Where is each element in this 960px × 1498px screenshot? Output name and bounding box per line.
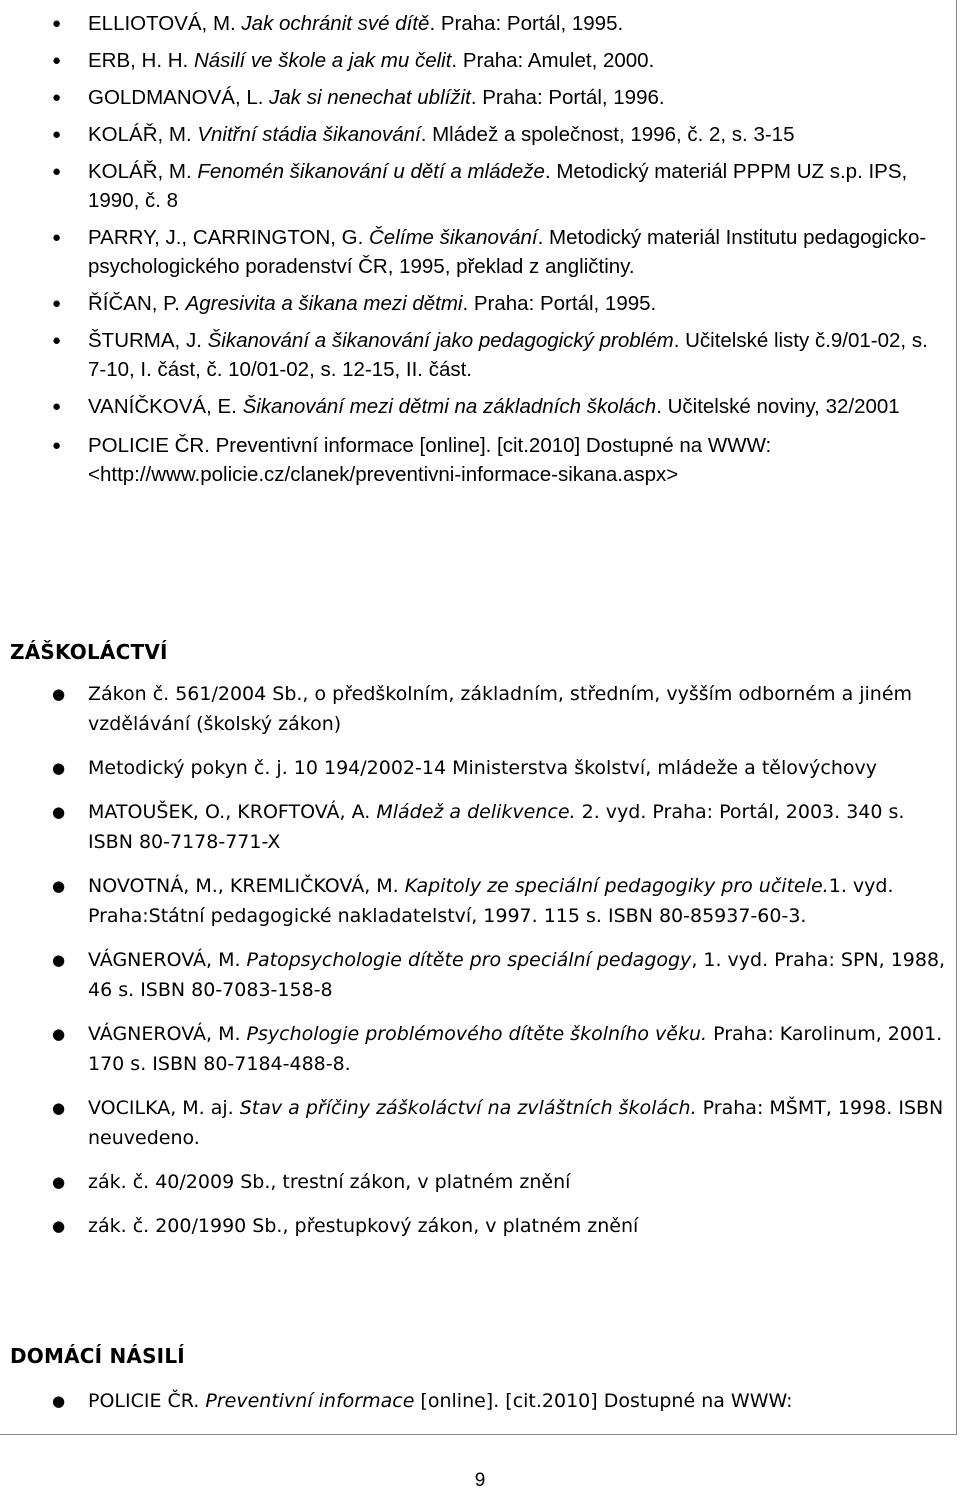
bullet-icon: ●: [52, 759, 66, 777]
references-list-bullying: [52, 9, 950, 489]
bullet-icon: ●: [52, 15, 62, 32]
reference-item: [52, 1167, 950, 1197]
reference-details: Praha: Karolinum, 2001. 170 s. ISBN 80-7184-488-8.: [88, 1023, 943, 1075]
reference-details: . Učitelské noviny, 32/2001: [656, 395, 900, 418]
reference-details: . Mládež a společnost, 1996, č. 2, s. 3-15: [420, 123, 795, 146]
reference-title: Vnitřní stádia šikanování: [197, 123, 421, 146]
reference-text: POLICIE ČR. Preventivní informace [online]. [cit.2010] Dostupné na WWW:<http://www.policie.cz/clanek/preventivni-informace-sikana.aspx>: [88, 434, 772, 486]
bullet-icon: ●: [52, 52, 62, 69]
reference-text: MATOUŠEK, O., KROFTOVÁ, A.: [88, 801, 377, 823]
page-number: 9: [474, 1470, 486, 1491]
reference-text: ŘÍČAN, P.: [88, 292, 186, 315]
reference-text: ERB, H. H.: [88, 49, 194, 72]
reference-item: [52, 871, 950, 931]
heading-domestic-violence: DOMÁCÍ NÁSILÍ: [10, 1344, 185, 1368]
bullet-icon: ●: [52, 398, 62, 415]
reference-title: Šikanování a šikanování jako pedagogický problém: [207, 329, 674, 352]
reference-details: [online]. [cit.2010] Dostupné na WWW:: [414, 1390, 793, 1412]
reference-item: [52, 392, 950, 421]
bullet-icon: ●: [52, 951, 66, 969]
bullet-icon: ●: [52, 1099, 66, 1117]
reference-title: Agresivita a šikana mezi dětmi: [185, 292, 463, 315]
bullet-icon: ●: [52, 295, 62, 312]
reference-details: . Praha: Amulet, 2000.: [451, 49, 655, 72]
reference-item: [52, 289, 950, 318]
reference-item: [52, 753, 950, 783]
reference-title: Preventivní informace: [205, 1390, 415, 1412]
reference-title: Fenomén šikanování u dětí a mládeže: [197, 160, 545, 183]
bullet-icon: ●: [52, 1025, 66, 1043]
reference-title: Stav a příčiny záškoláctví na zvláštních školách.: [239, 1097, 697, 1119]
bullet-icon: ●: [52, 229, 62, 246]
reference-item: [52, 1386, 950, 1416]
reference-item: [52, 83, 950, 112]
reference-title: Jak si nenechat ublížit: [269, 86, 471, 109]
reference-item: [52, 1093, 950, 1153]
reference-item: [52, 1211, 950, 1241]
reference-item: [52, 326, 950, 384]
bullet-icon: ●: [52, 163, 62, 180]
reference-text: PARRY, J., CARRINGTON, G.: [88, 226, 369, 249]
bullet-icon: ●: [52, 126, 62, 143]
reference-title: Psychologie problémového dítěte školního věku.: [246, 1023, 708, 1045]
bullet-icon: ●: [52, 1173, 66, 1191]
reference-item: [52, 797, 950, 857]
references-list-truancy: [52, 679, 950, 1241]
reference-details: 2. vyd. Praha: Portál, 2003. 340 s. ISBN 80-7178-771-X: [88, 801, 905, 853]
reference-text: GOLDMANOVÁ, L.: [88, 86, 270, 109]
reference-text: POLICIE ČR.: [88, 1390, 206, 1412]
reference-title: Čelíme šikanování: [368, 226, 538, 249]
reference-text: VÁGNEROVÁ, M.: [88, 949, 247, 971]
reference-text: Zákon č. 561/2004 Sb., o předškolním, základním, středním, vyšším odborném a jiném vzdělávání (školský zákon): [88, 683, 913, 735]
references-list-domestic-violence: [52, 1386, 950, 1416]
reference-text: VANÍČKOVÁ, E.: [88, 395, 243, 418]
heading-truancy: ZÁŠKOLÁCTVÍ: [10, 640, 168, 664]
reference-item: [52, 223, 950, 281]
bullet-icon: ●: [52, 1392, 66, 1410]
reference-item: [52, 157, 950, 215]
reference-title: Mládež a delikvence.: [376, 801, 576, 823]
reference-text: VÁGNEROVÁ, M.: [88, 1023, 247, 1045]
reference-title: Kapitoly ze speciální pedagogiky pro učitele.: [404, 875, 829, 897]
reference-item: [52, 46, 950, 75]
reference-text: KOLÁŘ, M.: [88, 123, 198, 146]
reference-text: zák. č. 200/1990 Sb., přestupkový zákon, v platném znění: [88, 1215, 639, 1237]
reference-text: ŠTURMA, J.: [88, 329, 208, 352]
reference-item: [52, 431, 950, 489]
reference-text: KOLÁŘ, M.: [88, 160, 198, 183]
reference-details: . Praha: Portál, 1995.: [462, 292, 657, 315]
bullet-icon: ●: [52, 877, 66, 895]
reference-text: Metodický pokyn č. j. 10 194/2002-14 Ministerstva školství, mládeže a tělovýchovy: [88, 757, 877, 779]
reference-text: NOVOTNÁ, M., KREMLIČKOVÁ, M.: [88, 875, 405, 897]
reference-text: ELLIOTOVÁ, M.: [88, 12, 242, 35]
reference-item: [52, 1019, 950, 1079]
reference-text: VOCILKA, M. aj.: [88, 1097, 240, 1119]
reference-details: 1. vyd. Praha:Státní pedagogické nakladatelství, 1997. 115 s. ISBN 80-85937-60-3.: [88, 875, 894, 927]
bullet-icon: ●: [52, 437, 62, 454]
reference-details: . Praha: Portál, 1995.: [429, 12, 624, 35]
bullet-icon: ●: [52, 89, 62, 106]
bullet-icon: ●: [52, 1217, 66, 1235]
reference-item: [52, 120, 950, 149]
bullet-icon: ●: [52, 685, 66, 703]
reference-text: zák. č. 40/2009 Sb., trestní zákon, v platném znění: [88, 1171, 571, 1193]
reference-title: Násilí ve škole a jak mu čelit: [193, 49, 452, 72]
reference-details: . Učitelské listy č.9/01-02, s. 7-10, I. část, č. 10/01-02, s. 12-15, II. část.: [88, 329, 928, 381]
reference-details: Praha: MŠMT, 1998. ISBN neuvedeno.: [88, 1097, 944, 1149]
reference-title: Šikanování mezi dětmi na základních školách: [242, 395, 657, 418]
reference-details: , 1. vyd. Praha: SPN, 1988, 46 s. ISBN 80-7083-158-8: [88, 949, 946, 1001]
reference-details: . Metodický materiál Institutu pedagogicko-psychologického poradenství ČR, 1995, překlad z angličtiny.: [88, 226, 927, 278]
reference-item: [52, 945, 950, 1005]
reference-details: . Praha: Portál, 1996.: [470, 86, 665, 109]
reference-details: . Metodický materiál PPPM UZ s.p. IPS, 1990, č. 8: [88, 160, 908, 212]
reference-title: Patopsychologie dítěte pro speciální pedagogy: [246, 949, 692, 971]
bullet-icon: ●: [52, 803, 66, 821]
reference-item: [52, 679, 950, 739]
reference-title: Jak ochránit své dítě: [241, 12, 430, 35]
reference-item: [52, 9, 950, 38]
bullet-icon: ●: [52, 332, 62, 349]
